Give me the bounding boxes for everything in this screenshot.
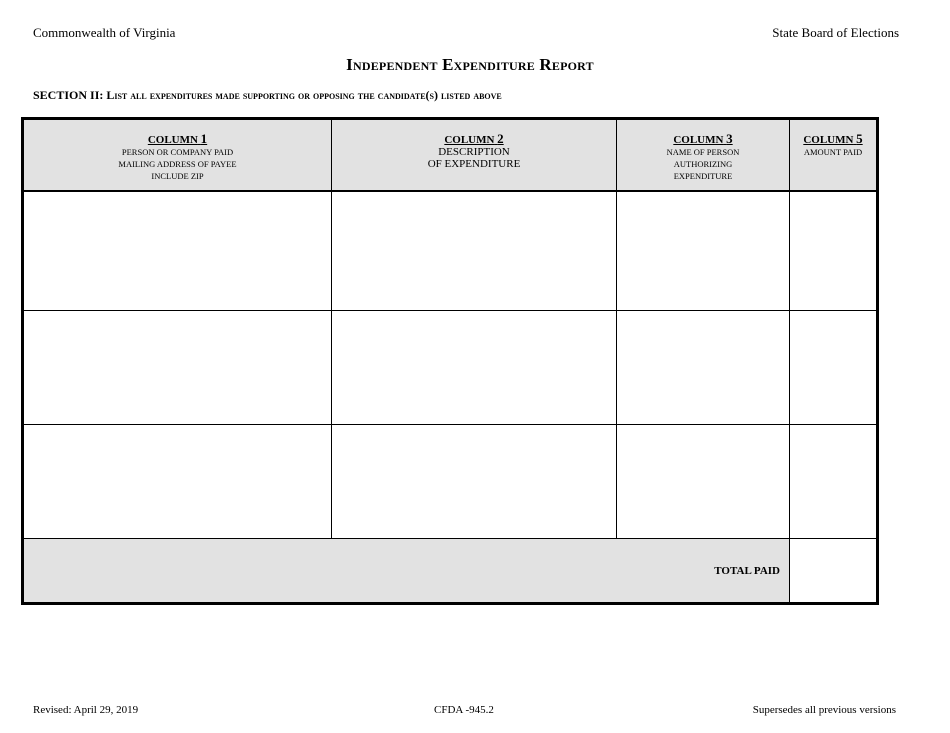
table-row [23,425,878,539]
column-1-line: PERSON OR COMPANY PAID [121,147,234,157]
column-3-line: NAME OF PERSON [666,147,740,157]
column-1-number: 1 [200,131,208,146]
column-5-title: COLUMN [803,134,854,146]
amount-cell[interactable] [790,425,878,539]
column-2-header [332,119,617,192]
column-5-number: 5 [856,131,863,146]
amount-cell[interactable] [790,311,878,425]
footer-revised: Revised: April 29, 2019 [33,704,139,716]
table-row [23,311,878,425]
footer-form-code: CFDA -945.2 [434,704,494,716]
table-row [23,191,878,311]
report-title: Independent Expenditure Report [346,55,594,74]
column-1-title: COLUMN [147,134,198,146]
table-header-row [23,119,878,192]
total-paid-cell[interactable] [790,539,878,604]
authorizer-cell[interactable] [617,425,790,539]
expenditure-table [21,117,879,605]
column-3-header [617,119,790,192]
column-2-line: DESCRIPTION [438,146,510,158]
column-3-title: COLUMN [673,134,724,146]
column-3-line: AUTHORIZING [673,159,733,169]
section-heading: SECTION II: List all expenditures made supporting or opposing the candidate(s) listed above [33,88,502,102]
column-5-header [790,119,878,192]
column-1-line: MAILING ADDRESS OF PAYEE [118,159,237,169]
column-3-number: 3 [726,131,733,146]
column-1-line: INCLUDE ZIP [151,171,204,181]
authorizer-cell[interactable] [617,191,790,311]
payee-cell[interactable] [23,311,332,425]
payee-cell[interactable] [23,425,332,539]
column-5-line: AMOUNT PAID [803,147,863,157]
header-board: State Board of Elections [772,25,899,40]
column-2-number: 2 [497,131,504,146]
column-3-line: EXPENDITURE [673,171,733,181]
total-paid-label: TOTAL PAID [23,539,790,604]
footer-supersedes: Supersedes all previous versions [752,704,896,716]
description-cell[interactable] [332,191,617,311]
description-cell[interactable] [332,425,617,539]
payee-cell[interactable] [23,191,332,311]
amount-cell[interactable] [790,191,878,311]
column-2-title: COLUMN [444,134,495,146]
column-2-line: OF EXPENDITURE [427,158,521,170]
column-1-header [23,119,332,192]
total-row [23,539,878,604]
authorizer-cell[interactable] [617,311,790,425]
header-commonwealth: Commonwealth of Virginia [33,25,176,40]
description-cell[interactable] [332,311,617,425]
